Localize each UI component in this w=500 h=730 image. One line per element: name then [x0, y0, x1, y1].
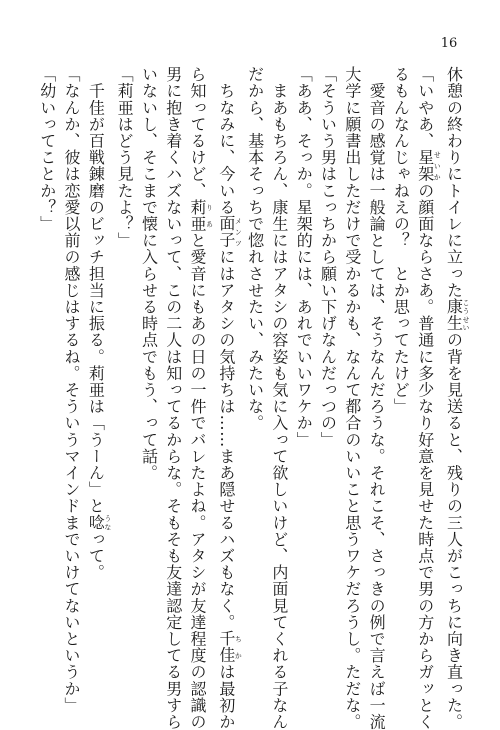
- text-line: ら知ってるけど、莉亜りあと愛音にもあの日の一件でバレたよね。アタシが友達程度の認識の: [188, 66, 214, 730]
- text-line: 「ああ、そっか。星架的には、あれでいいワケか」: [294, 66, 314, 448]
- text-line: まあもちろん、康生にはアタシの容姿も気に入って欲しいけど、内面見てくれる子なん: [269, 66, 289, 730]
- furigana: 千佳ちか: [216, 630, 243, 664]
- furigana: 康生こうせい: [444, 298, 470, 332]
- text-line: 休憩の終わりにトイレに立った康生こうせいの背を見送ると、残りの三人がこっちに向き直った。: [444, 66, 470, 730]
- text-line: 大学に願書出しただけで受かるかも、なんて都合のいいこと思うワケだろうし。ただな。: [342, 66, 362, 730]
- text-line: るもんなんじゃねえの？ とか思ってたけど」: [391, 66, 411, 415]
- text-line: 「莉亜はどう見たよ？」: [115, 66, 135, 249]
- text-line: 千佳が百戦錬磨のビッチ担当に振る。莉亜は「うーん」と唸うなって。: [86, 66, 112, 581]
- page-number: 16: [440, 36, 458, 51]
- furigana: 莉亜りあ: [188, 198, 214, 233]
- text-line: だから、基本そっちで惚れさせたい、みたいな。: [245, 66, 265, 432]
- text-line: 愛音の感覚は一般論としては、そうなんだろうな。それこそ、さっきの例で言えば一流: [367, 66, 387, 730]
- body-text: [30, 66, 470, 730]
- text-line: 男に抱き着くハズないって、この二人は知ってるからな。そもそも友達認定してる男すら: [163, 66, 183, 730]
- text-line: 「なんか、彼は恋愛以前の感じはするね。そういうマインドまでいけてないというか」: [62, 66, 82, 714]
- text-line: 「いやあ、星架せいかの顔面ならさあ。普通に多少なり好意を見せた時点で男の方からガッとく: [415, 66, 442, 730]
- text-line: いないし、そこまで懐に入らせる時点でもう、って話。: [139, 66, 159, 481]
- text-line: ちなみに、今いる面子メンツにはアタシの気持ちは……まあ隠せるハズもなく。千佳ちかは最初か: [216, 66, 243, 730]
- text-line: 「幼いってことか？」: [37, 66, 57, 232]
- text-line: 「そういう男はこっちから願い下げなんだっつの」: [318, 66, 338, 448]
- furigana: 星架せいか: [415, 149, 442, 183]
- furigana: 面子メンツ: [216, 215, 243, 249]
- furigana: 唸うな: [86, 514, 112, 531]
